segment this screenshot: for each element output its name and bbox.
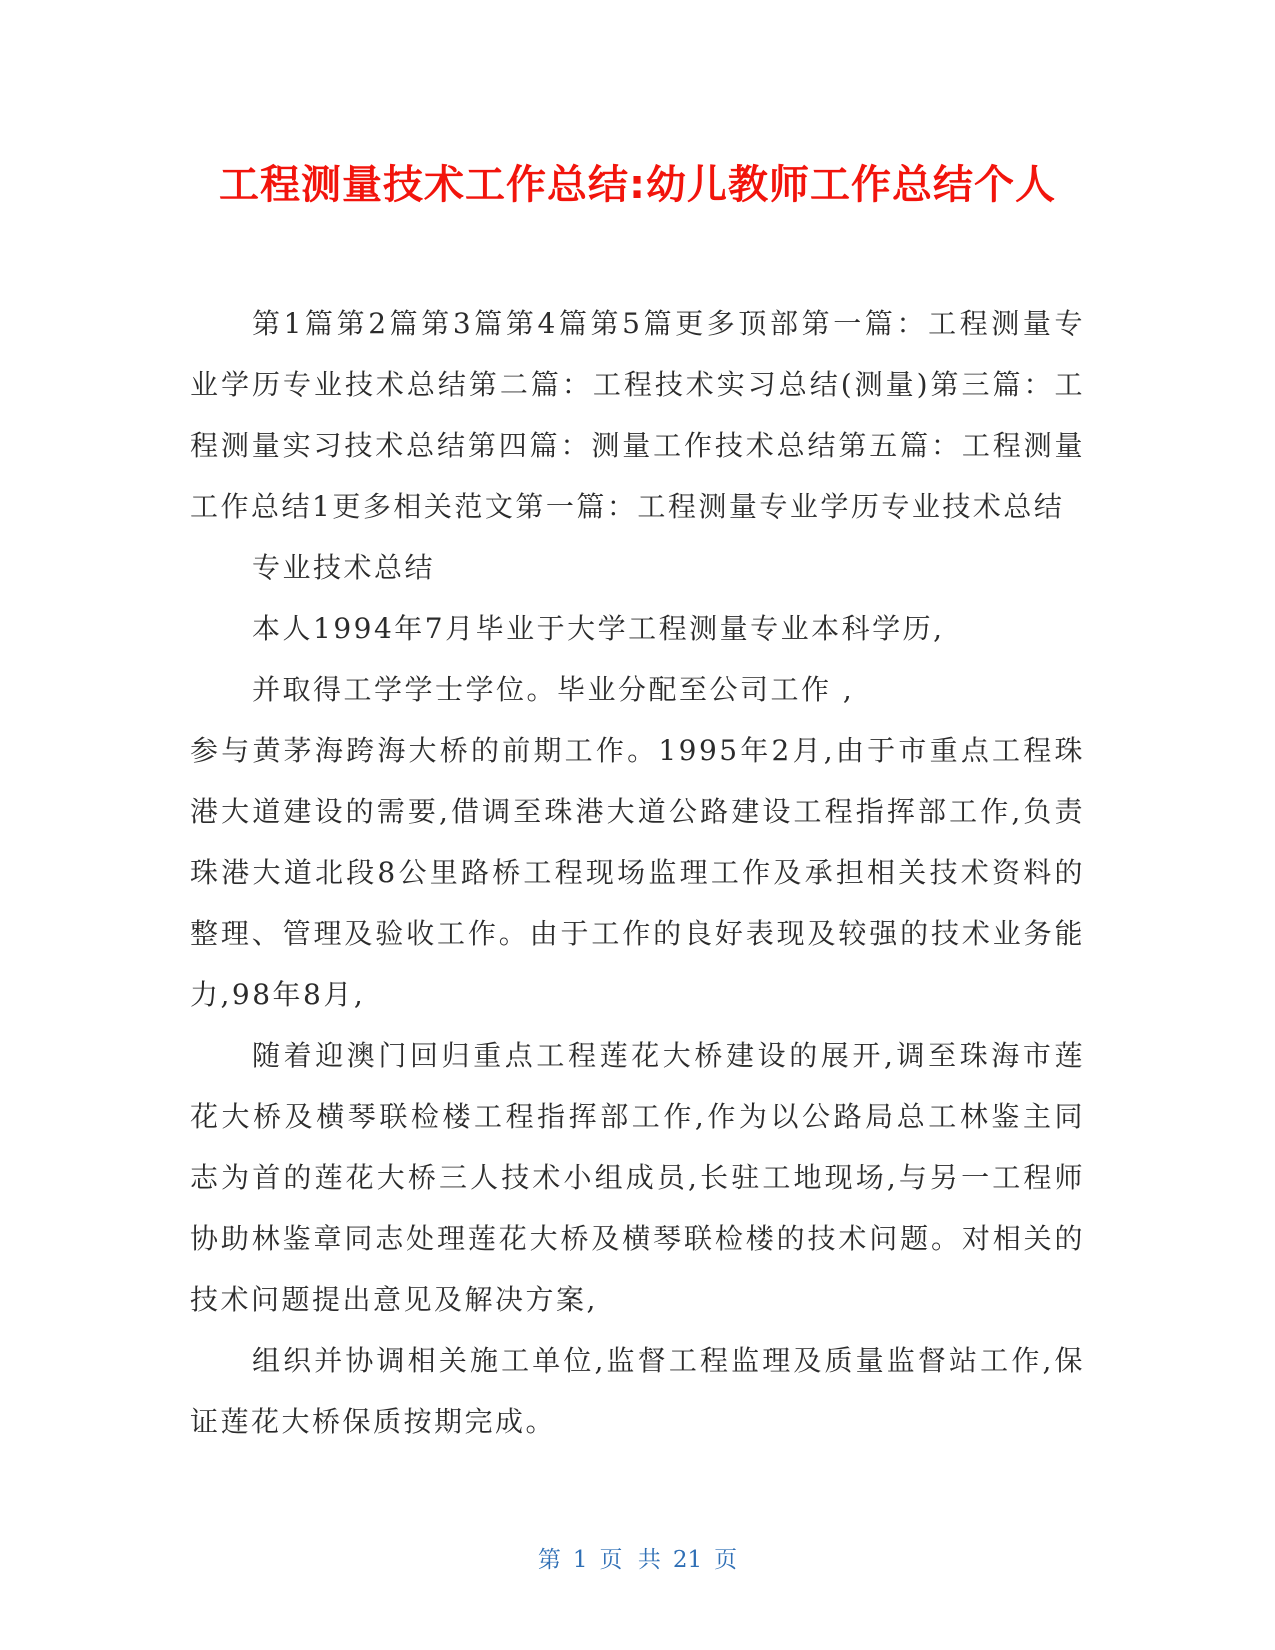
paragraph: 参与黄茅海跨海大桥的前期工作。1995年2月,由于市重点工程珠港大道建设的需要,借调至珠港大道公路建设工程指挥部工作,负责珠港大道北段8公里路桥工程现场监理工作及承担相关技术资料的整理、管理及验收工作。由于工作的良好表现及较强的技术业务能力,98年8月, [190, 734, 1085, 1011]
footer-suffix: 页 [714, 1547, 738, 1573]
paragraph: 并取得工学学士学位。毕业分配至公司工作 , [252, 673, 855, 706]
document-title: 工程测量技术工作总结:幼儿教师工作总结个人 [219, 162, 1056, 208]
paragraph: 专业技术总结 [252, 551, 436, 584]
paragraph: 第1篇第2篇第3篇第4篇第5篇更多顶部第一篇：工程测量专业学历专业技术总结第二篇：工程技术实习总结(测量)第三篇：工程测量实习技术总结第四篇：测量工作技术总结第五篇：工程测量工作总结1更多相关范文第一篇：工程测量专业学历专业技术总结 [190, 307, 1085, 523]
footer-page-number: 1 [572, 1547, 588, 1573]
document-body [190, 293, 1085, 1452]
footer-middle: 页 共 [599, 1547, 661, 1573]
page-footer [0, 1541, 1275, 1574]
footer-prefix: 第 [537, 1547, 561, 1573]
footer-total-pages: 21 [672, 1547, 703, 1573]
paragraph: 组织并协调相关施工单位,监督工程监理及质量监督站工作,保证莲花大桥保质按期完成。 [190, 1344, 1085, 1438]
paragraph: 随着迎澳门回归重点工程莲花大桥建设的展开,调至珠海市莲花大桥及横琴联检楼工程指挥部工作,作为以公路局总工林鉴主同志为首的莲花大桥三人技术小组成员,长驻工地现场,与另一工程师协助林鉴章同志处理莲花大桥及横琴联检楼的技术问题。对相关的技术问题提出意见及解决方案, [190, 1039, 1085, 1316]
paragraph: 本人1994年7月毕业于大学工程测量专业本科学历, [252, 612, 945, 645]
